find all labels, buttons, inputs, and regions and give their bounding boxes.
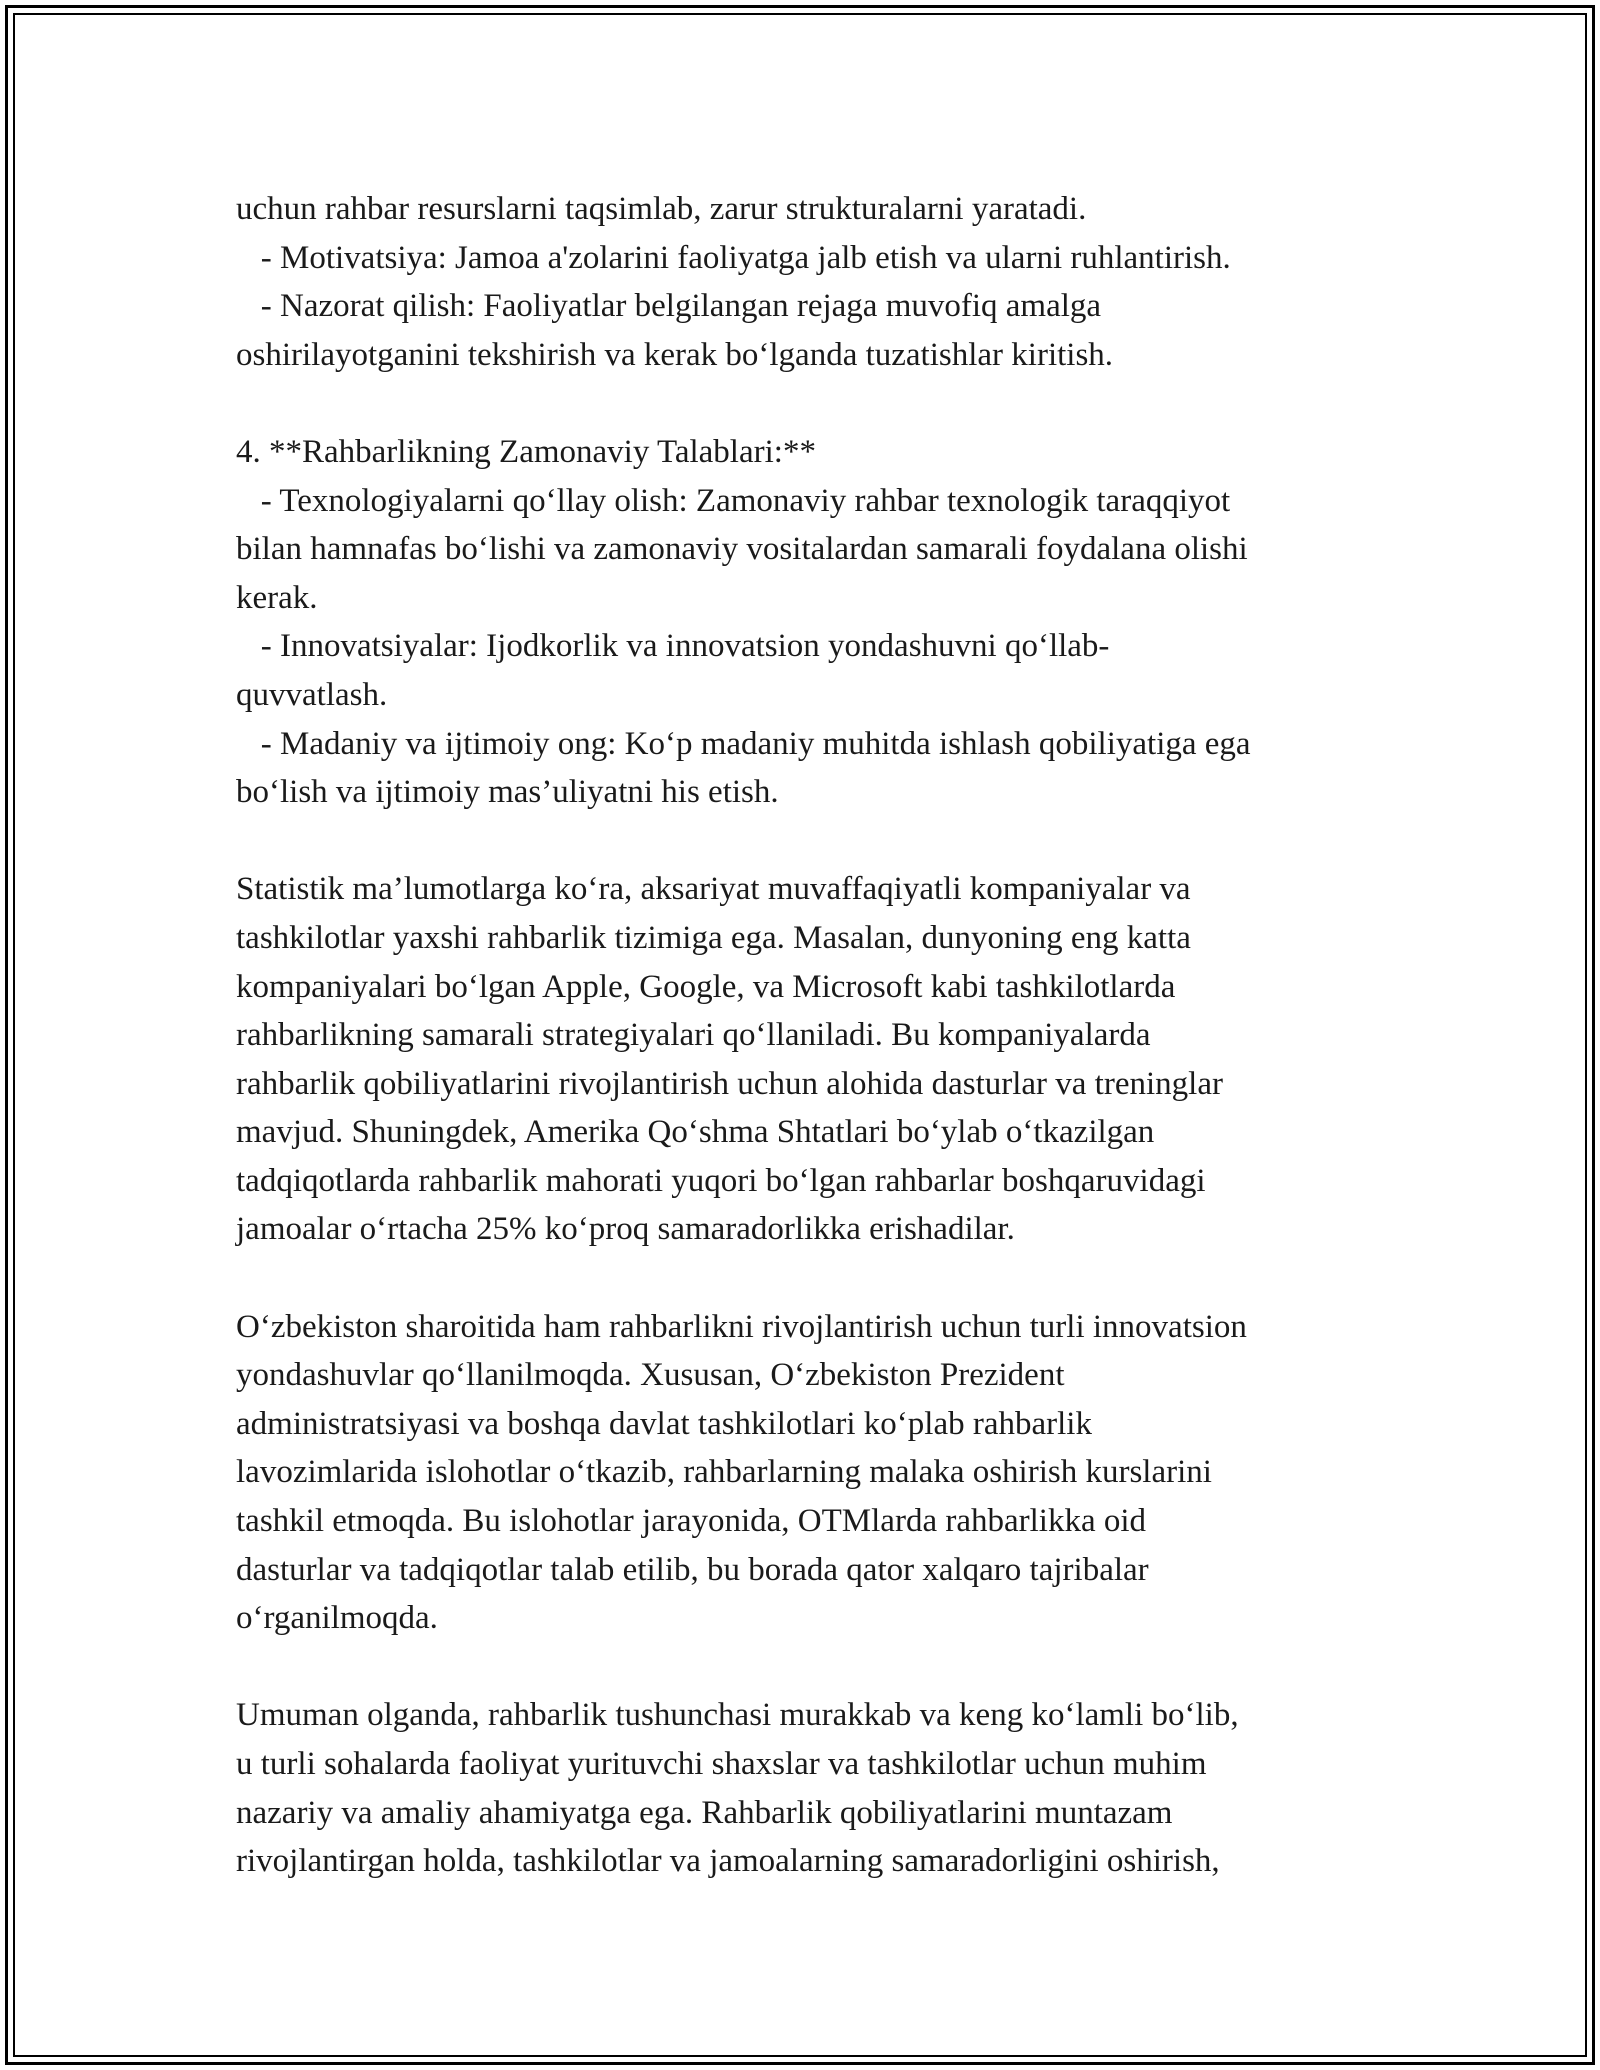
- section-heading: 4. **Rahbarlikning Zamonaviy Talablari:**: [236, 433, 816, 470]
- text-line: rahbarlikning samarali strategiyalari qo‘llaniladi. Bu kompaniyalarda: [236, 1017, 1151, 1054]
- text-line: dasturlar va tadqiqotlar talab etilib, bu borada qator xalqaro tajribalar: [236, 1551, 1149, 1588]
- text-line: bilan hamnafas bo‘lishi va zamonaviy vositalardan samarali foydalana olishi: [236, 531, 1248, 568]
- text-line: mavjud. Shuningdek, Amerika Qo‘shma Shtatlari bo‘ylab o‘tkazilgan: [236, 1114, 1155, 1151]
- section-4: [236, 428, 1396, 817]
- text-line: tashkil etmoqda. Bu islohotlar jarayonida, OTMlarda rahbarlikka oid: [236, 1503, 1147, 1540]
- text-line: tadqiqotlarda rahbarlik mahorati yuqori bo‘lgan rahbarlar boshqaruvidagi: [236, 1162, 1206, 1199]
- paragraph-statistics: [236, 865, 1396, 1254]
- text-line: lavozimlarida islohotlar o‘tkazib, rahbarlarning malaka oshirish kurslarini: [236, 1454, 1212, 1491]
- text-line: kerak.: [236, 579, 318, 616]
- text-line: yondashuvlar qo‘llanilmoqda. Xususan, O‘zbekiston Prezident: [236, 1357, 1065, 1394]
- text-line: oshirilayotganini tekshirish va kerak bo‘lganda tuzatishlar kiritish.: [236, 336, 1114, 373]
- list-item-motivatsiya: - Motivatsiya: Jamoa a'zolarini faoliyatga jalb etish va ularni ruhlantirish.: [236, 239, 1231, 276]
- text-line: Statistik ma’lumotlarga ko‘ra, aksariyat muvaffaqiyatli kompaniyalar va: [236, 871, 1191, 908]
- text-line: administratsiyasi va boshqa davlat tashkilotlari ko‘plab rahbarlik: [236, 1405, 1092, 1442]
- paragraph-gap: [236, 817, 1396, 866]
- paragraph-gap: [236, 1254, 1396, 1303]
- text-line: rahbarlik qobiliyatlarini rivojlantirish uchun alohida dasturlar va treninglar: [236, 1065, 1223, 1102]
- text-line: quvvatlash.: [236, 676, 388, 713]
- text-line: u turli sohalarda faoliyat yurituvchi shaxslar va tashkilotlar uchun muhim: [236, 1746, 1207, 1782]
- text-line: Umuman olganda, rahbarlik tushunchasi murakkab va keng ko‘lamli bo‘lib,: [236, 1697, 1239, 1734]
- list-item-innovatsiyalar: - Innovatsiyalar: Ijodkorlik va innovatsion yondashuvni qo‘llab-: [236, 628, 1110, 665]
- list-item-texnologiyalar: - Texnologiyalarni qo‘llay olish: Zamonaviy rahbar texnologik taraqqiyot: [236, 482, 1231, 519]
- text-line: bo‘lish va ijtimoiy mas’uliyatni his etish.: [236, 774, 779, 811]
- text-line: jamoalar o‘rtacha 25% ko‘proq samaradorlikka erishadilar.: [236, 1211, 1015, 1248]
- text-line: O‘zbekiston sharoitida ham rahbarlikni rivojlantirish uchun turli innovatsion: [236, 1308, 1247, 1345]
- paragraph-uzbekistan: [236, 1303, 1396, 1643]
- paragraph-gap: [236, 379, 1396, 428]
- document-body: [236, 185, 1396, 1886]
- text-line: o‘rganilmoqda.: [236, 1600, 438, 1637]
- paragraph-gap: [236, 1643, 1396, 1692]
- text-line: kompaniyalari bo‘lgan Apple, Google, va Microsoft kabi tashkilotlarda: [236, 968, 1176, 1005]
- list-continuation: [236, 185, 1396, 379]
- paragraph-summary: [236, 1691, 1396, 1885]
- list-item-nazorat: - Nazorat qilish: Faoliyatlar belgilangan rejaga muvofiq amalga: [236, 288, 1102, 325]
- text-line: nazariy va amaliy ahamiyatga ega. Rahbarlik qobiliyatlarini muntazam: [236, 1794, 1173, 1831]
- list-item-madaniy-ong: - Madaniy va ijtimoiy ong: Ko‘p madaniy muhitda ishlash qobiliyatiga ega: [236, 725, 1251, 762]
- text-line: uchun rahbar resurslarni taqsimlab, zarur strukturalarni yaratadi.: [236, 191, 1087, 227]
- text-line: tashkilotlar yaxshi rahbarlik tizimiga ega. Masalan, dunyoning eng katta: [236, 919, 1191, 956]
- text-line: rivojlantirgan holda, tashkilotlar va jamoalarning samaradorligini oshirish,: [236, 1843, 1220, 1880]
